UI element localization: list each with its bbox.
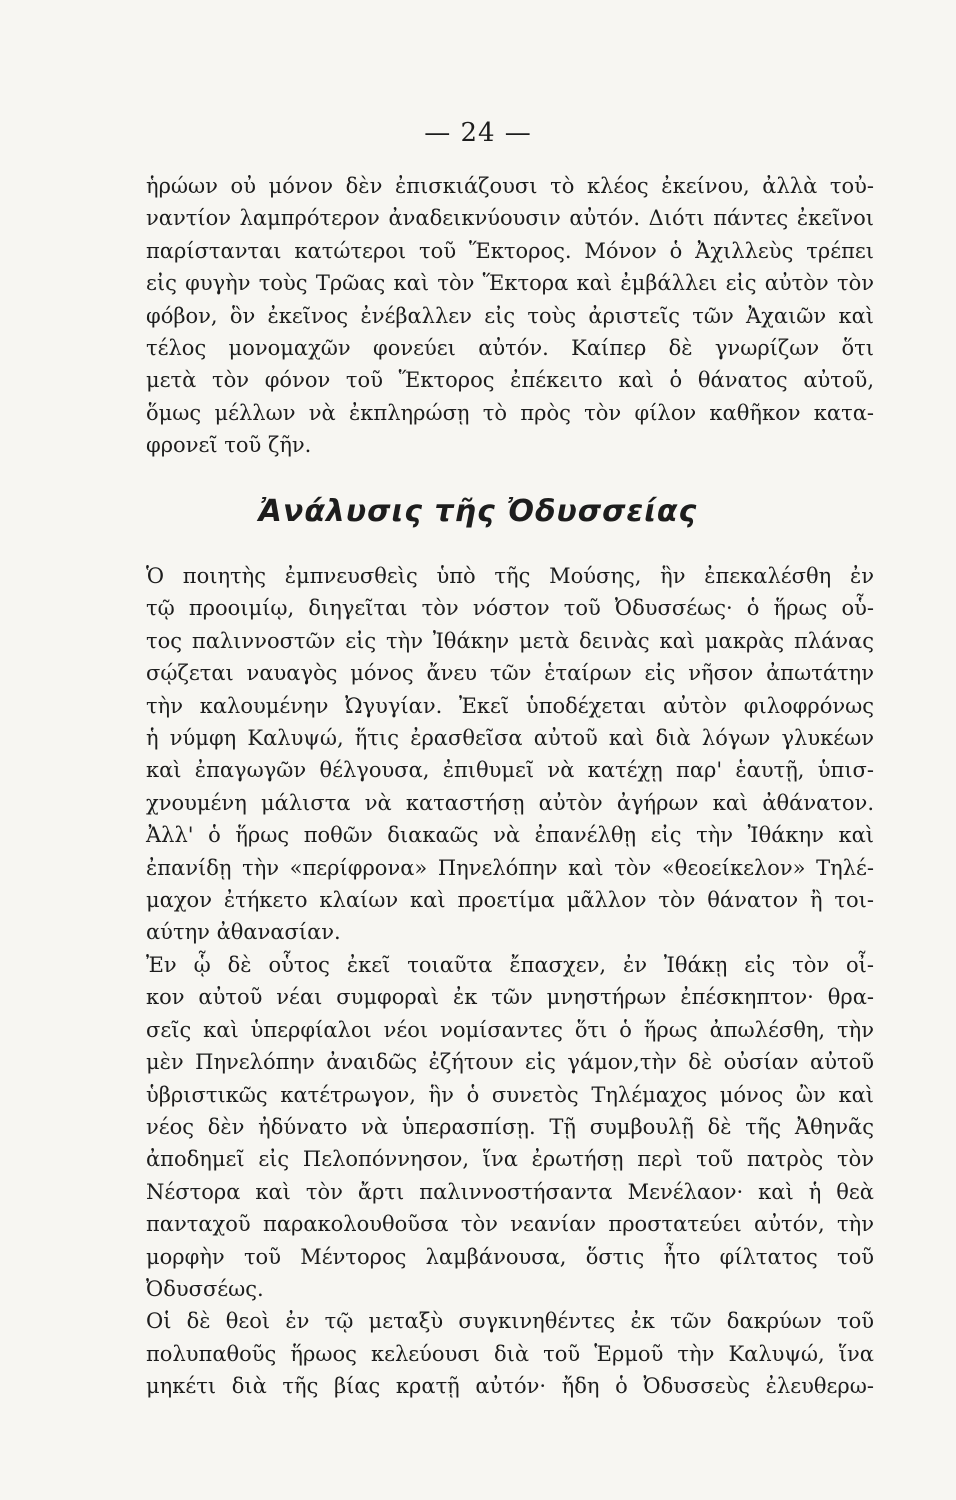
text-line: ἡ νύμφη Καλυψώ, ἥτις ἐρασθεῖσα αὐτοῦ καὶ διὰ λόγων γλυκέων xyxy=(146,726,874,751)
text-line: τὴν καλουμένην Ὠγυγίαν. Ἐκεῖ ὑποδέχεται αὐτὸν φιλοφρόνως xyxy=(146,693,874,718)
text-line: μορφὴν τοῦ Μέντορος λαμβάνουσα, ὅστις ἦτο φίλτατος τοῦ xyxy=(146,1244,874,1269)
text-line: νέος δὲν ἠδύνατο νὰ ὑπερασπίσῃ. Τῇ συμβουλῇ δὲ τῆς Ἀθηνᾶς xyxy=(146,1114,874,1139)
text-line: μὲν Πηνελόπην ἀναιδῶς ἐζήτουν εἰς γάμον,τὴν δὲ οὐσίαν αὐτοῦ xyxy=(146,1050,874,1075)
text-line: πολυπαθοῦς ἥρωος κελεύουσι διὰ τοῦ Ἑρμοῦ τὴν Καλυψώ, ἵνα xyxy=(146,1341,874,1366)
text-line: χνουμένη μάλιστα νὰ καταστήσῃ αὐτὸν ἀγήρων καὶ ἀθάνατον. xyxy=(146,790,874,815)
text-line: πανταχοῦ παρακολουθοῦσα τὸν νεανίαν προστατεύει αὐτόν, τὴν xyxy=(146,1212,874,1237)
text-line: ἀποδημεῖ εἰς Πελοπόννησον, ἵνα ἐρωτήσῃ περὶ τοῦ πατρὸς τὸν xyxy=(146,1147,874,1172)
text-line: αύτην ἀθανασίαν. xyxy=(146,920,341,945)
text-line: μαχον ἐτήκετο κλαίων καὶ προετίμα μᾶλλον τὸν θάνατον ἢ τοι- xyxy=(146,888,874,913)
text-line: εἰς φυγὴν τοὺς Τρῶας καὶ τὸν Ἕκτορα καὶ ἐμβάλλει εἰς αὐτὸν τὸν xyxy=(146,271,874,296)
page-number: — 24 — xyxy=(424,118,532,148)
text-line: μηκέτι διὰ τῆς βίας κρατῇ αὐτόν· ἤδη ὁ Ὀδυσσεὺς ἐλευθερω- xyxy=(146,1374,874,1399)
text-line: Ὀδυσσέως. xyxy=(146,1276,264,1301)
paragraph-odyssey-analysis xyxy=(146,560,874,1403)
text-line: Ἀλλ' ὁ ἥρως ποθῶν διακαῶς νὰ ἐπανέλθῃ εἰς τὴν Ἰθάκην καὶ xyxy=(146,823,874,848)
text-line: Ὁ ποιητὴς ἐμπνευσθεὶς ὑπὸ τῆς Μούσης, ἣν ἐπεκαλέσθη ἐν xyxy=(146,564,874,588)
text-line: Νέστορα καὶ τὸν ἄρτι παλιννοστήσαντα Μενέλαον· καὶ ἡ θεὰ xyxy=(146,1179,874,1204)
text-line: Οἱ δὲ θεοὶ ἐν τῷ μεταξὺ συγκινηθέντες ἐκ τῶν δακρύων τοῦ xyxy=(146,1309,874,1334)
text-line: φρονεῖ τοῦ ζῆν. xyxy=(146,433,312,458)
text-line: τος παλιννοστῶν εἰς τὴν Ἰθάκην μετὰ δεινὰς καὶ μακρὰς πλάνας xyxy=(146,628,874,653)
text-line: ὅμως μέλλων νὰ ἐκπληρώσῃ τὸ πρὸς τὸν φίλον καθῆκον κατα- xyxy=(146,400,874,425)
text-line: σεῖς καὶ ὑπερφίαλοι νέοι νομίσαντες ὅτι ὁ ἥρως ἀπωλέσθη, τὴν xyxy=(146,1017,874,1042)
text-line: παρίστανται κατώτεροι τοῦ Ἕκτορος. Μόνον ὁ Ἀχιλλεὺς τρέπει xyxy=(146,238,874,263)
text-line: ναντίον λαμπρότερον ἀναδεικνύουσιν αὐτόν. Διότι πάντες ἐκεῖνοι xyxy=(146,206,874,231)
text-line: καὶ ἐπαγωγῶν θέλγουσα, ἐπιθυμεῖ νὰ κατέχῃ παρ' ἑαυτῇ, ὑπισ- xyxy=(146,758,874,783)
text-line: σῴζεται ναυαγὸς μόνος ἄνευ τῶν ἑταίρων εἰς νῆσον ἀπωτάτην xyxy=(146,661,874,686)
text-line: τέλος μονομαχῶν φονεύει αὐτόν. Καίπερ δὲ γνωρίζων ὅτι xyxy=(146,336,874,361)
text-line: ὑβριστικῶς κατέτρωγον, ἣν ὁ συνετὸς Τηλέμαχος μόνος ὢν καὶ xyxy=(146,1082,874,1107)
paragraph-iliad-conclusion xyxy=(146,170,874,462)
text-line: μετὰ τὸν φόνον τοῦ Ἕκτορος ἐπέκειτο καὶ ὁ θάνατος αὐτοῦ, xyxy=(146,368,874,393)
text-line: τῷ προοιμίῳ, διηγεῖται τὸν νόστον τοῦ Ὀδυσσέως· ὁ ἥρως οὗ- xyxy=(146,596,874,621)
text-line: φόβον, ὃν ἐκεῖνος ἐνέβαλλεν εἰς τοὺς ἀριστεῖς τῶν Ἀχαιῶν καὶ xyxy=(146,303,874,328)
text-line: Ἐν ᾧ δὲ οὗτος ἐκεῖ τοιαῦτα ἔπασχεν, ἐν Ἰθάκῃ εἰς τὸν οἶ- xyxy=(146,952,874,977)
text-line: ἐπανίδῃ τὴν «περίφρονα» Πηνελόπην καὶ τὸν «θεοείκελον» Τηλέ- xyxy=(146,855,874,880)
text-line: κον αὐτοῦ νέαι συμφοραὶ ἐκ τῶν μνηστήρων ἐπέσκηπτον· θρα- xyxy=(146,985,874,1010)
section-heading: Ἀνάλυσις τῆς Ὀδυσσείας xyxy=(258,494,698,529)
text-line: ἡρώων οὐ μόνον δὲν ἐπισκιάζουσι τὸ κλέος ἐκείνου, ἀλλὰ τοὐ- xyxy=(146,174,874,198)
